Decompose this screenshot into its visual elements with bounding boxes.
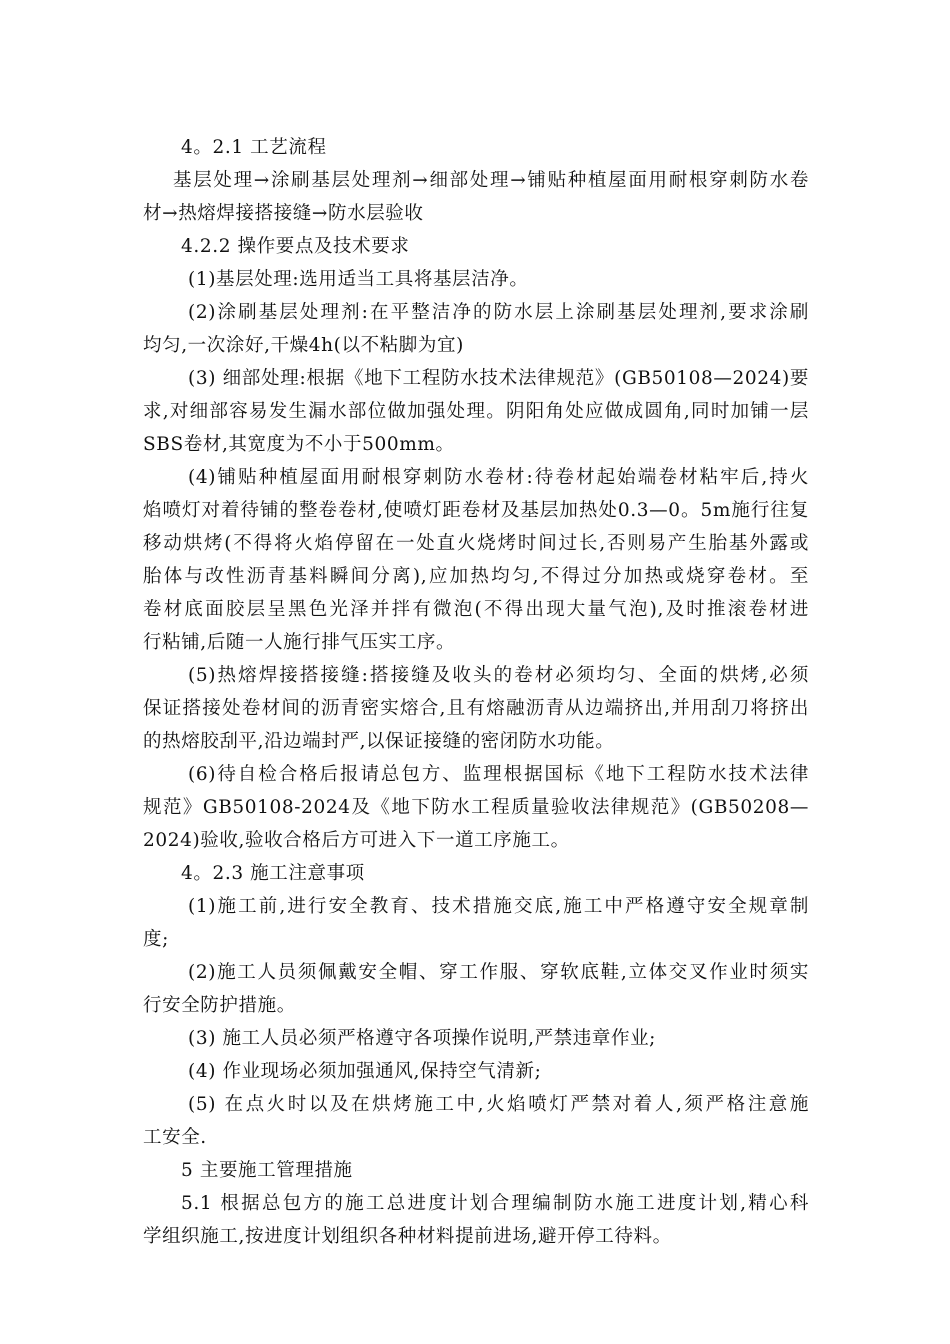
text-line: 4。2.3 施工注意事项	[181, 863, 365, 884]
item-3-detail-treatment	[143, 366, 809, 457]
note-1-safety-education	[143, 894, 809, 952]
text-line: 2024)验收,验收合格后方可进入下一道工序施工。	[143, 830, 570, 851]
text-line: 的热熔胶刮平,沿边端封严,以保证接缝的密闭防水功能。	[143, 731, 615, 752]
text-line: (3) 施工人员必须严格遵守各项操作说明,严禁违章作业;	[188, 1028, 657, 1049]
text-line: 焰喷灯对着待铺的整卷卷材,使喷灯距卷材及基层加热处0.3—0。5m施行往复	[143, 500, 809, 521]
text-line: 求,对细部容易发生漏水部位做加强处理。阴阳角处应做成圆角,同时加铺一层	[143, 401, 809, 422]
text-line: 材→热熔焊接搭接缝→防水层验收	[143, 203, 424, 224]
text-line: 4。2.1 工艺流程	[181, 137, 327, 158]
text-line: 学组织施工,按进度计划组织各种材料提前进场,避开停工待料。	[143, 1226, 672, 1247]
text-line: 5.1 根据总包方的施工总进度计划合理编制防水施工进度计划,精心科	[181, 1193, 809, 1214]
heading-4-2-1	[143, 135, 809, 160]
text-line: 胎体与改性沥青基料瞬间分离),应加热均匀,不得过分加热或烧穿卷材。至	[143, 566, 809, 587]
text-line: 均匀,一次涂好,干燥4h(以不粘脚为宜)	[143, 335, 464, 356]
text-line: 保证搭接处卷材间的沥青密实熔合,且有熔融沥青从边端挤出,并用刮刀将挤出	[143, 698, 809, 719]
text-line: 移动烘烤(不得将火焰停留在一处直火烧烤时间过长,否则易产生胎基外露或	[143, 533, 809, 554]
text-line: (3) 细部处理:根据《地下工程防水技术法律规范》(GB50108—2024)要	[188, 368, 809, 389]
note-4-ventilation	[143, 1059, 809, 1084]
item-1-base-treatment	[143, 267, 809, 292]
heading-4-2-3	[143, 861, 809, 886]
note-5-fire-safety	[143, 1092, 809, 1150]
text-line: (4)铺贴种植屋面用耐根穿刺防水卷材:待卷材起始端卷材粘牢后,持火	[188, 467, 809, 488]
item-5-hot-melt-welding	[143, 663, 809, 754]
item-4-laying-membrane	[143, 465, 809, 655]
text-line: 行粘铺,后随一人施行排气压实工序。	[143, 632, 456, 653]
text-line: 度;	[143, 929, 169, 950]
item-6-acceptance	[143, 762, 809, 853]
text-line: (4) 作业现场必须加强通风,保持空气清新;	[188, 1061, 542, 1082]
text-line: (2)涂刷基层处理剂:在平整洁净的防水层上涂刷基层处理剂,要求涂刷	[188, 302, 809, 323]
text-line: SBS卷材,其宽度为不小于500mm。	[143, 434, 455, 455]
text-line: 工安全.	[143, 1127, 207, 1148]
text-line: (5)热熔焊接搭接缝:搭接缝及收头的卷材必须均匀、全面的烘烤,必须	[188, 665, 809, 686]
process-flow	[143, 168, 809, 226]
text-line: (6)待自检合格后报请总包方、监理根据国标《地下工程防水技术法律	[188, 764, 809, 785]
document-body	[143, 135, 809, 1257]
note-3-operating-rules	[143, 1026, 809, 1051]
heading-5	[143, 1158, 809, 1183]
text-line: 5 主要施工管理措施	[181, 1160, 353, 1181]
text-line: 规范》GB50108-2024及《地下防水工程质量验收法律规范》(GB50208—	[143, 797, 809, 818]
heading-4-2-2	[143, 234, 809, 259]
note-2-protective-gear	[143, 960, 809, 1018]
item-2-primer	[143, 300, 809, 358]
item-5-1-schedule	[143, 1191, 809, 1249]
text-line: 行安全防护措施。	[143, 995, 296, 1016]
text-line: (1)基层处理:选用适当工具将基层洁净。	[188, 269, 529, 290]
text-line: (5) 在点火时以及在烘烤施工中,火焰喷灯严禁对着人,须严格注意施	[188, 1094, 809, 1115]
text-line: 4.2.2 操作要点及技术要求	[181, 236, 410, 257]
text-line: (1)施工前,进行安全教育、技术措施交底,施工中严格遵守安全规章制	[188, 896, 809, 917]
text-line: (2)施工人员须佩戴安全帽、穿工作服、穿软底鞋,立体交叉作业时须实	[188, 962, 809, 983]
text-line: 基层处理→涂刷基层处理剂→细部处理→铺贴种植屋面用耐根穿刺防水卷	[173, 170, 809, 191]
text-line: 卷材底面胶层呈黑色光泽并拌有微泡(不得出现大量气泡),及时推滚卷材进	[143, 599, 809, 620]
